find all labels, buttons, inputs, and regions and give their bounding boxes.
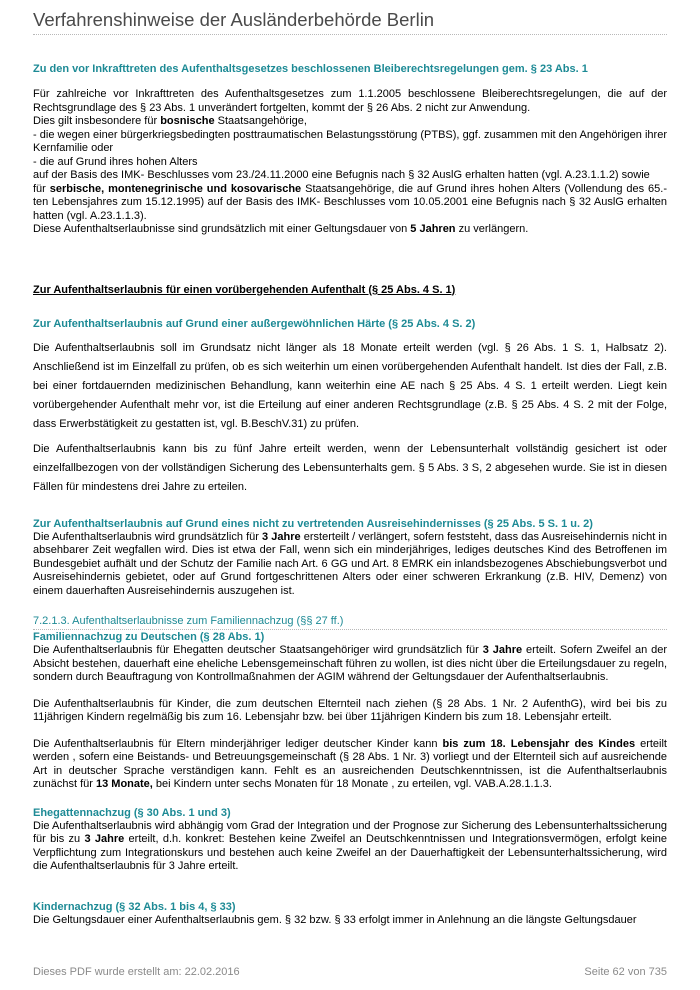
heading-ehegattennachzug: Ehegattennachzug (§ 30 Abs. 1 und 3) — [33, 806, 231, 819]
paragraph: - die auf Grund ihres hohen Alters — [33, 155, 198, 168]
paragraph: Die Aufenthaltserlaubnis für Ehegatten deutscher Staatsangehöriger wird grundsätzlich für 3 Jahre erteilt. Sofern Zweifel an der Absicht bestehen, dauerhaft eine eheliche Lebensgemeinschaft führen zu wollen, ist dies nicht über die Erteilungsdauer zu regeln, sondern durch Beauftragung von Kontrollmaßnahmen der AGIM während der Geltungsdauer der Aufenthaltserlaubnis. — [33, 644, 668, 683]
paragraph: Die Aufenthaltserlaubnis kann bis zu fünf Jahre erteilt werden, wenn der Lebensunterhalt vollständig gesichert ist oder einzelfallbezogen von der vollständigen Sicherung des Lebensunterhalts gem. § 5 Abs. 3 S, 2 abgesehen wurde. Sie ist in diesen Fällen für mindestens drei Jahre zu erteilen. — [33, 442, 667, 493]
paragraph: Die Aufenthaltserlaubnis soll im Grundsatz nicht länger als 18 Monate erteilt werden (vgl. § 26 Abs. 1 S. 1, Halbsatz 2). Anschließend ist im Einzelfall zu prüfen, ob es sich weiterhin um einen vorübergehenden Aufenthalt handelt. Ist dies der Fall, z.B. bei einer fortdauernden medizinischen Behandlung, kann weiterhin eine AE nach § 25 Abs. 4 S. 1 erteilt werden. Liegt kein vorübergehender Aufenthalt mehr vor, ist die Erteilung auf einer anderen Rechtsgrundlage (z.B. § 25 Abs. 4 S. 2 mit der Folge, dass Erwerbstätigkeit zu gestatten ist, vgl. B.BeschV.31) zu prüfen. — [33, 341, 667, 430]
paragraph: auf der Basis des IMK- Beschlusses vom 23./24.11.2000 eine Befugnis nach § 32 AuslG erhalten hatten (vgl. A.23.1.1.2) sowie — [33, 169, 650, 181]
paragraph: Die Aufenthaltserlaubnis wird abhängig vom Grad der Integration und der Prognose zur Sicherung des Lebensunterhaltssicherung für bis zu 3 Jahre erteilt, d.h. konkret: Bestehen keine Zweifel an Deutschkenntnissen und Integrationsvermögen, erfolgt keine Verpflichtung zum Integrationskurs und bestehen auch keine Zweifel an der Dauerhaftigkeit der Lebensunterhaltssicherung, wird die Aufenthaltserlaubnis für 3 Jahre erteilt. — [33, 819, 668, 872]
paragraph: Die Geltungsdauer einer Aufenthaltserlaubnis gem. § 32 bzw. § 33 erfolgt immer in Anlehnung an die längste Geltungsdauer — [33, 913, 637, 926]
heading-ausreisehindernis: Zur Aufenthaltserlaubnis auf Grund eines nicht zu vertretenden Ausreisehindernisses (§ 25 Abs. 5 S. 1 u. 2) — [33, 517, 593, 530]
page-header — [33, 9, 667, 35]
heading-familiennachzug-deutsche: Familiennachzug zu Deutschen (§ 28 Abs. 1) — [33, 631, 265, 643]
footer-created-date: Dieses PDF wurde erstellt am: 22.02.2016 — [33, 966, 240, 978]
paragraph: Für zahlreiche vor Inkrafttreten des Aufenthaltsgesetzes zum 1.1.2005 beschlossene Bleiberechtsregelungen, die auf der Rechtsgrundlage des § 23 Abs. 1 unverändert fortgelten, kommt der § 26 Abs. 2 nicht zur Anwendung. — [33, 88, 667, 114]
paragraph: Die Aufenthaltserlaubnis wird grundsätzlich für 3 Jahre ersterteilt / verlängert, sofern feststeht, dass das Ausreisehindernis nicht in absehbarer Zeit wegfallen wird. Dies ist etwa der Fall, wenn sich ein minderjähriges, lediges deutsches Kind des Betroffenen im Bundesgebiet aufhält und der Schutz der Familie nach Art. 6 GG und Art. 8 EMRK ein inlandsbezogenes Abschiebungsverbot und Ausreisehindernis gebietet, oder auf Grund fortgeschrittenen Alters oder einer schweren Erkrankung (z.B. HIV, Demenz) von einem dauerhaften Ausreisehindernis auszugehen ist. — [33, 530, 667, 597]
paragraph: - die wegen einer bürgerkriegsbedingten posttraumatischen Belastungsstörung (PTBS), ggf. zusammen mit den Angehörigen ihrer Kernfamilie oder — [33, 128, 667, 154]
subsection-heading-familiennachzug: 7.2.1.3. Aufenthaltserlaubnisse zum Familiennachzug (§§ 27 ff.) — [33, 614, 667, 630]
heading-kindernachzug: Kindernachzug (§ 32 Abs. 1 bis 4, § 33) — [33, 900, 236, 913]
paragraph: Die Aufenthaltserlaubnis für Eltern minderjähriger lediger deutscher Kinder kann bis zum 18. Lebensjahr des Kindes erteilt werden , sofern eine Beistands- und Betreuungsgemeinschaft (§ 28 Abs. 1 Nr. 3) vorliegt und der Elternteil sich auf ausreichende Art in deutscher Sprache verständigen kann. Fehlt es an ausreichenden Deutschkenntnissen, ist die Aufenthaltserlaubnis zunächst für 13 Monate, bei Kindern unter sechs Monaten für 18 Monate , zu erteilen, vgl. VAB.A.28.1.1.3. — [33, 737, 667, 790]
heading-bleiberecht: Zu den vor Inkrafttreten des Aufenthaltsgesetzes beschlossenen Bleiberechtsregelungen gem. § 23 Abs. 1 — [33, 63, 588, 75]
paragraph: Die Aufenthaltserlaubnis für Kinder, die zum deutschen Elternteil nach ziehen (§ 28 Abs. 1 Nr. 2 AufenthG), wird bei bis zu 11jährigen Kindern regelmäßig bis zum 16. Lebensjahr bzw. bei über 11jährigen Kindern bis zum 18. Lebensjahr erteilt. — [33, 697, 667, 723]
paragraph: für serbische, montenegrinische und kosovarische Staatsangehörige, die auf Grund ihres hohen Alters (Vollendung des 65.-ten Lebensjahres zum 15.12.1995) auf der Basis des IMK- Beschlusses vom 10.05.2001 eine Befugnis nach § 32 AuslG erhalten hatten (vgl. A.23.1.1.3). — [33, 182, 667, 222]
document-body — [33, 62, 667, 927]
heading-voruebergehender-aufenthalt: Zur Aufenthaltserlaubnis für einen vorübergehenden Aufenthalt (§ 25 Abs. 4 S. 1) — [33, 283, 456, 296]
heading-haerte: Zur Aufenthaltserlaubnis auf Grund einer außergewöhnlichen Härte (§ 25 Abs. 4 S. 2) — [33, 317, 476, 330]
page-footer — [33, 966, 667, 978]
paragraph: Diese Aufenthaltserlaubnisse sind grundsätzlich mit einer Geltungsdauer von 5 Jahren zu verlängern. — [33, 223, 529, 235]
header-title: Verfahrenshinweise der Ausländerbehörde Berlin — [33, 9, 435, 30]
paragraph: Dies gilt insbesondere für bosnische Staatsangehörige, — [33, 115, 307, 127]
footer-page-number: Seite 62 von 735 — [584, 966, 667, 978]
